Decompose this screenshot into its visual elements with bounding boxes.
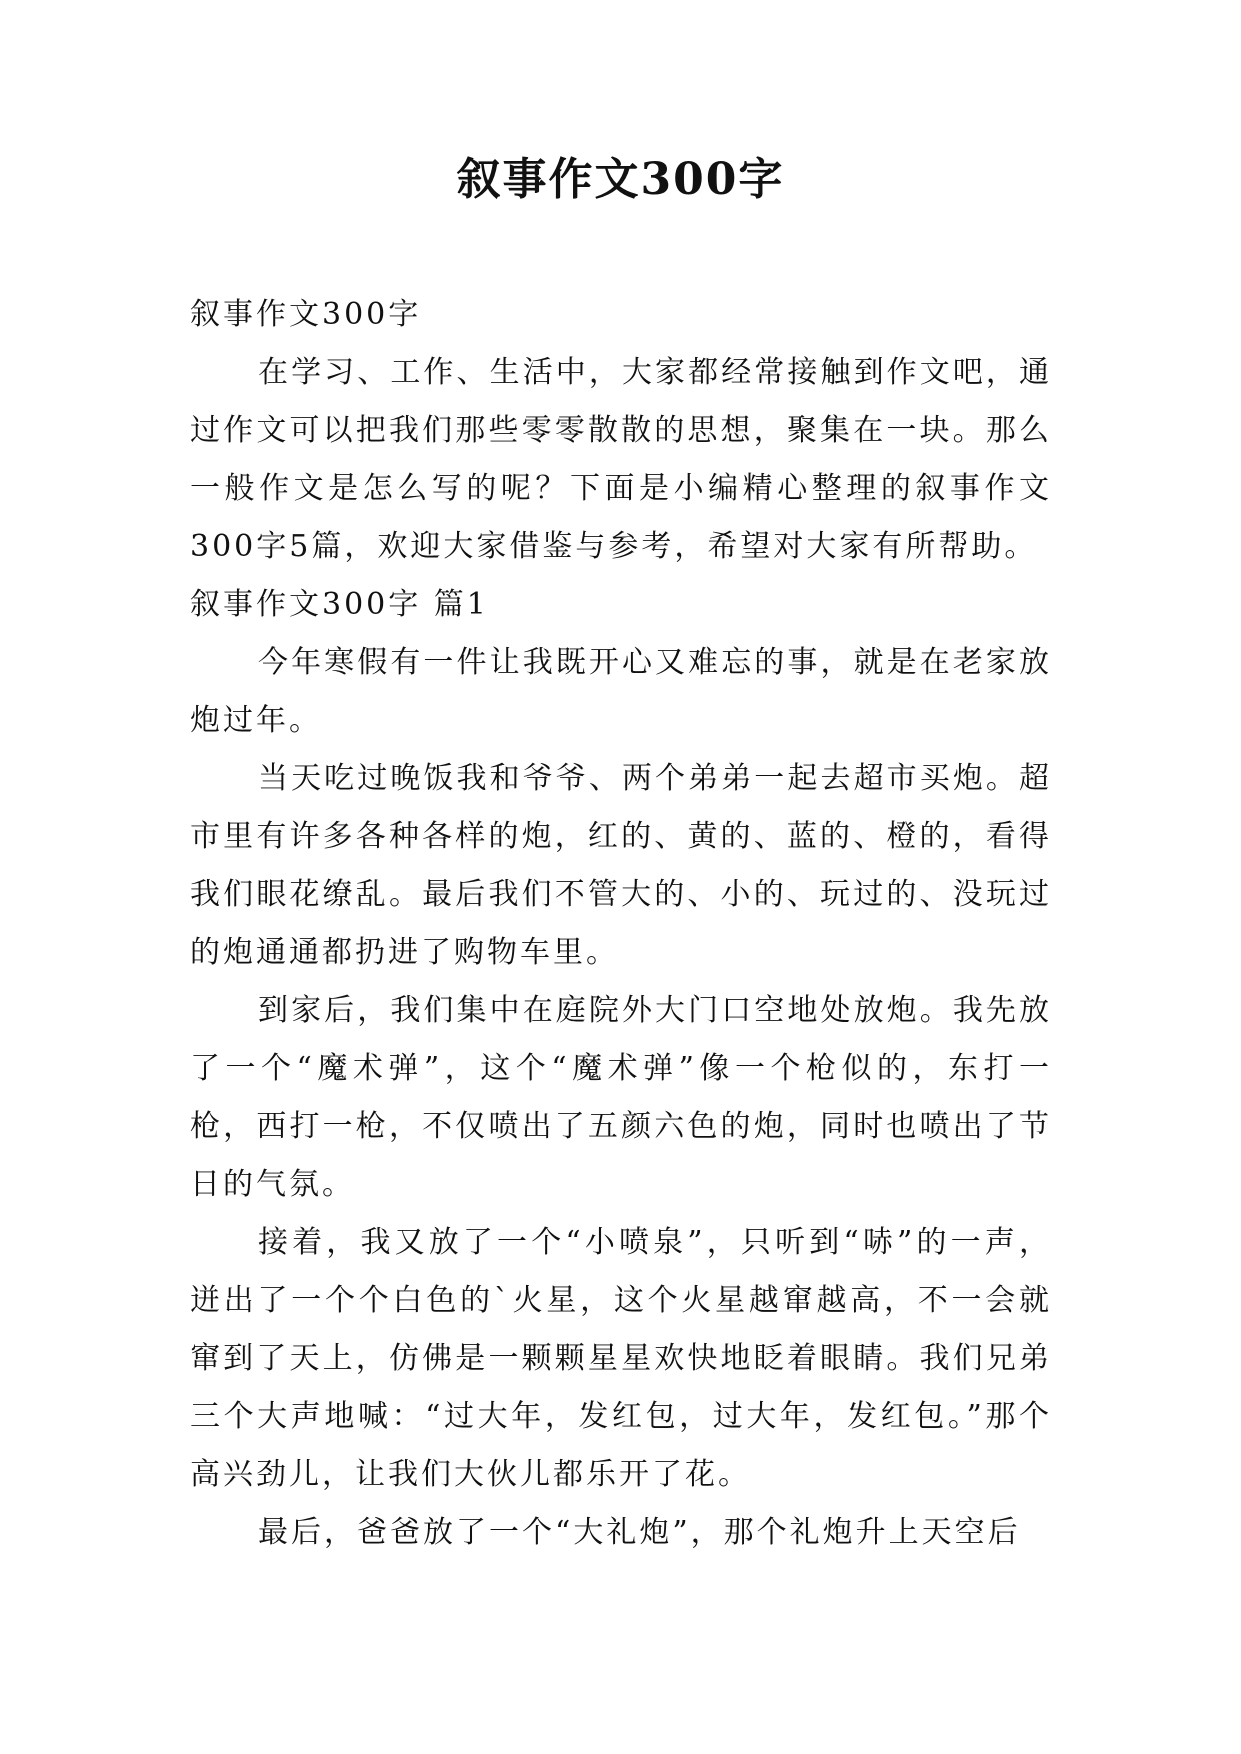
body-paragraph: 接着，我又放了一个“小喷泉”，只听到“哧”的一声，迸出了一个个白色的`火星，这个火星越窜越高，不一会就窜到了天上，仿佛是一颗颗星星欢快地眨着眼睛。我们兄弟三个大声地喊：“过大年，发红包，过大年，发红包。”那个高兴劲儿，让我们大伙儿都乐开了花。	[190, 1225, 1052, 1492]
body-paragraph: 当天吃过晚饭我和爷爷、两个弟弟一起去超市买炮。超市里有许多各种各样的炮，红的、黄的、蓝的、橙的，看得我们眼花缭乱。最后我们不管大的、小的、玩过的、没玩过的炮通通都扔进了购物车里。	[190, 761, 1052, 970]
document-title: 叙事作文300字	[456, 154, 785, 205]
document-body	[190, 286, 1052, 1562]
body-paragraph: 最后，爸爸放了一个“大礼炮”，那个礼炮升上天空后	[258, 1515, 1021, 1550]
subtitle-paragraph: 叙事作文300字	[190, 297, 422, 332]
body-paragraph: 到家后，我们集中在庭院外大门口空地处放炮。我先放了一个“魔术弹”，这个“魔术弹”像一个枪似的，东打一枪，西打一枪，不仅喷出了五颜六色的炮，同时也喷出了节日的气氛。	[190, 993, 1052, 1202]
body-paragraph: 今年寒假有一件让我既开心又难忘的事，就是在老家放炮过年。	[190, 645, 1052, 738]
intro-paragraph: 在学习、工作、生活中，大家都经常接触到作文吧，通过作文可以把我们那些零零散散的思想，聚集在一块。那么一般作文是怎么写的呢？下面是小编精心整理的叙事作文300字5篇，欢迎大家借鉴与参考，希望对大家有所帮助。	[190, 355, 1052, 564]
section-heading: 叙事作文300字 篇1	[190, 587, 489, 622]
